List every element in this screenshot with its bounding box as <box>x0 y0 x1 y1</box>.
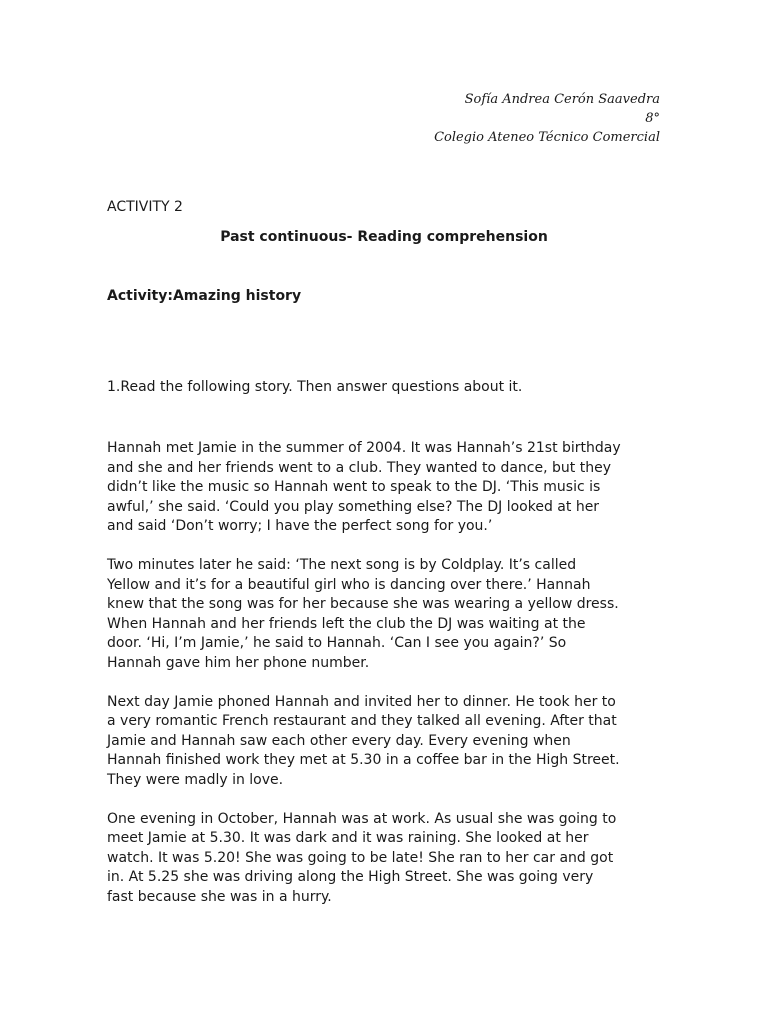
story-text <box>107 439 667 926</box>
student-header <box>434 90 660 147</box>
document-subtitle: Past continuous- Reading comprehension <box>220 229 548 245</box>
activity-label: ACTIVITY 2 <box>107 199 183 215</box>
activity-title: Activity:Amazing history <box>107 288 302 304</box>
instruction-text: 1.Read the following story. Then answer questions about it. <box>107 379 523 395</box>
story-paragraph-2: Two minutes later he said: ‘The next song is by Coldplay. It’s called Yellow and it’s for a beautiful girl who is dancing over there.’ Hannah knew that the song was for her because she was wearing a yellow dress. When Hannah and her friends left the club the DJ was waiting at the door. ‘Hi, I’m Jamie,’ he said to Hannah. ‘Can I see you again?’ So Hannah gave him her phone number. <box>107 556 619 671</box>
story-paragraph-3: Next day Jamie phoned Hannah and invited her to dinner. He took her to a very romantic French restaurant and they talked all evening. After that Jamie and Hannah saw each other every day. Every evening when Hannah finished work they met at 5.30 in a coffee bar in the High Street. They were madly in love. <box>107 693 620 788</box>
story-paragraph-1: Hannah met Jamie in the summer of 2004. It was Hannah’s 21st birthday and she and her friends went to a club. They wanted to dance, but they didn’t like the music so Hannah went to speak to the DJ. ‘This music is awful,’ she said. ‘Could you play something else? The DJ looked at her and said ‘Don’t worry; I have the perfect song for you.’ <box>107 440 621 535</box>
student-name: Sofía Andrea Cerón Saavedra <box>464 92 660 107</box>
school-name: Colegio Ateneo Técnico Comercial <box>434 130 660 145</box>
story-paragraph-4: One evening in October, Hannah was at work. As usual she was going to meet Jamie at 5.30. It was dark and it was raining. She looked at her watch. It was 5.20! She was going to be late! She ran to her car and got in. At 5.25 she was driving along the High Street. She was going very fast because she was in a hurry. <box>107 810 617 905</box>
student-grade: 8° <box>645 111 660 126</box>
